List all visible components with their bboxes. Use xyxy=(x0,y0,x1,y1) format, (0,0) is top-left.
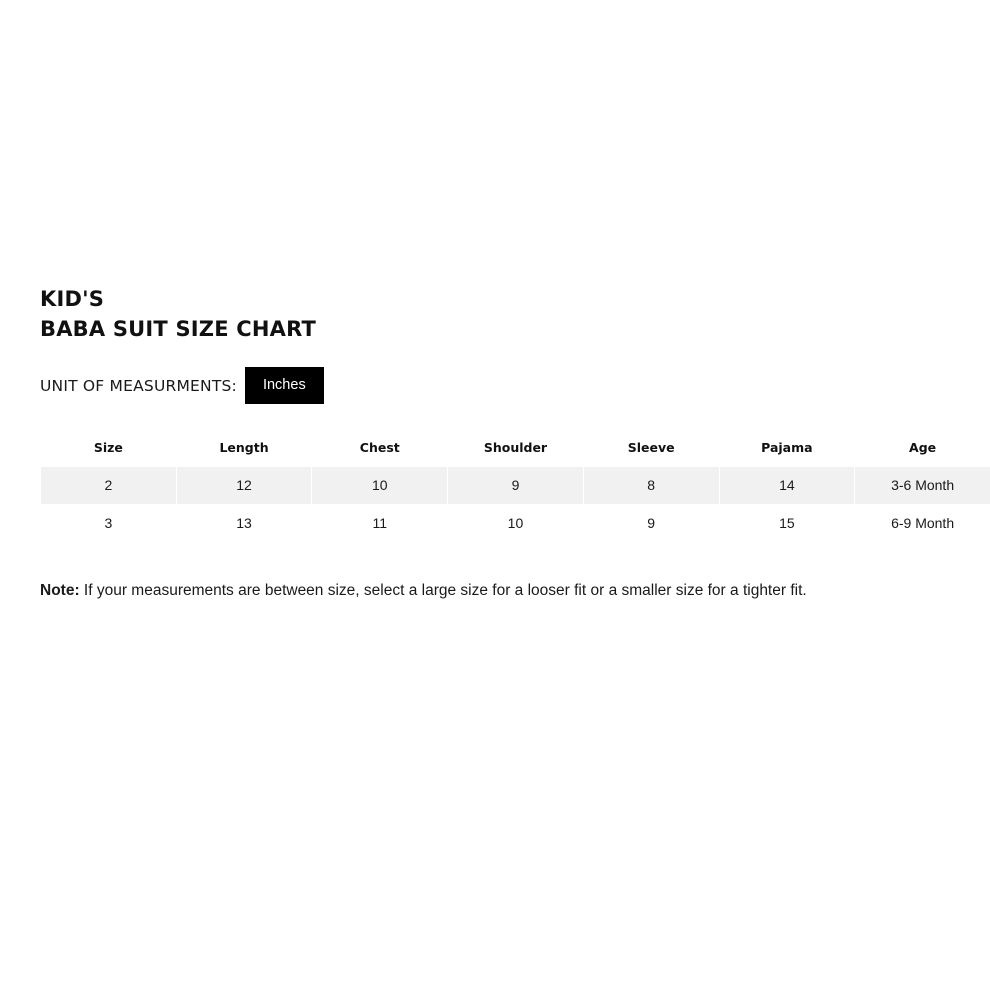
content-container xyxy=(40,285,990,601)
unit-of-measurement-row xyxy=(40,365,990,407)
cell-sleeve: 8 xyxy=(583,466,719,504)
note-body: If your measurements are between size, select a large size for a looser fit or a smaller size for a tighter fit. xyxy=(79,581,807,599)
unit-of-measurement-label: UNIT OF MEASURMENTS: xyxy=(40,376,237,395)
column-header-size: Size xyxy=(41,440,177,467)
cell-chest: 11 xyxy=(312,504,448,542)
table-body xyxy=(41,466,990,542)
cell-size: 2 xyxy=(41,466,177,504)
unit-toggle-inches[interactable]: Inches xyxy=(245,367,324,405)
cell-length: 12 xyxy=(176,466,312,504)
column-header-chest: Chest xyxy=(312,440,448,467)
column-header-length: Length xyxy=(176,440,312,467)
size-chart-table xyxy=(40,440,990,543)
cell-sleeve: 9 xyxy=(583,504,719,542)
cell-chest: 10 xyxy=(312,466,448,504)
cell-length: 13 xyxy=(176,504,312,542)
table-header xyxy=(41,440,990,467)
note-text xyxy=(40,581,870,602)
cell-age: 3-6 Month xyxy=(855,466,990,504)
column-header-sleeve: Sleeve xyxy=(583,440,719,467)
table-row xyxy=(41,466,990,504)
cell-pajama: 14 xyxy=(719,466,855,504)
cell-pajama: 15 xyxy=(719,504,855,542)
cell-shoulder: 10 xyxy=(448,504,584,542)
cell-age: 6-9 Month xyxy=(855,504,990,542)
column-header-pajama: Pajama xyxy=(719,440,855,467)
column-header-age: Age xyxy=(855,440,990,467)
cell-size: 3 xyxy=(41,504,177,542)
table-row xyxy=(41,504,990,542)
table-header-row xyxy=(41,440,990,467)
column-header-shoulder: Shoulder xyxy=(448,440,584,467)
title-line-1: KID'S xyxy=(40,287,105,311)
note-label: Note: xyxy=(40,581,80,599)
page-title xyxy=(40,285,990,345)
cell-shoulder: 9 xyxy=(448,466,584,504)
title-line-2: BABA SUIT SIZE CHART xyxy=(40,316,317,341)
